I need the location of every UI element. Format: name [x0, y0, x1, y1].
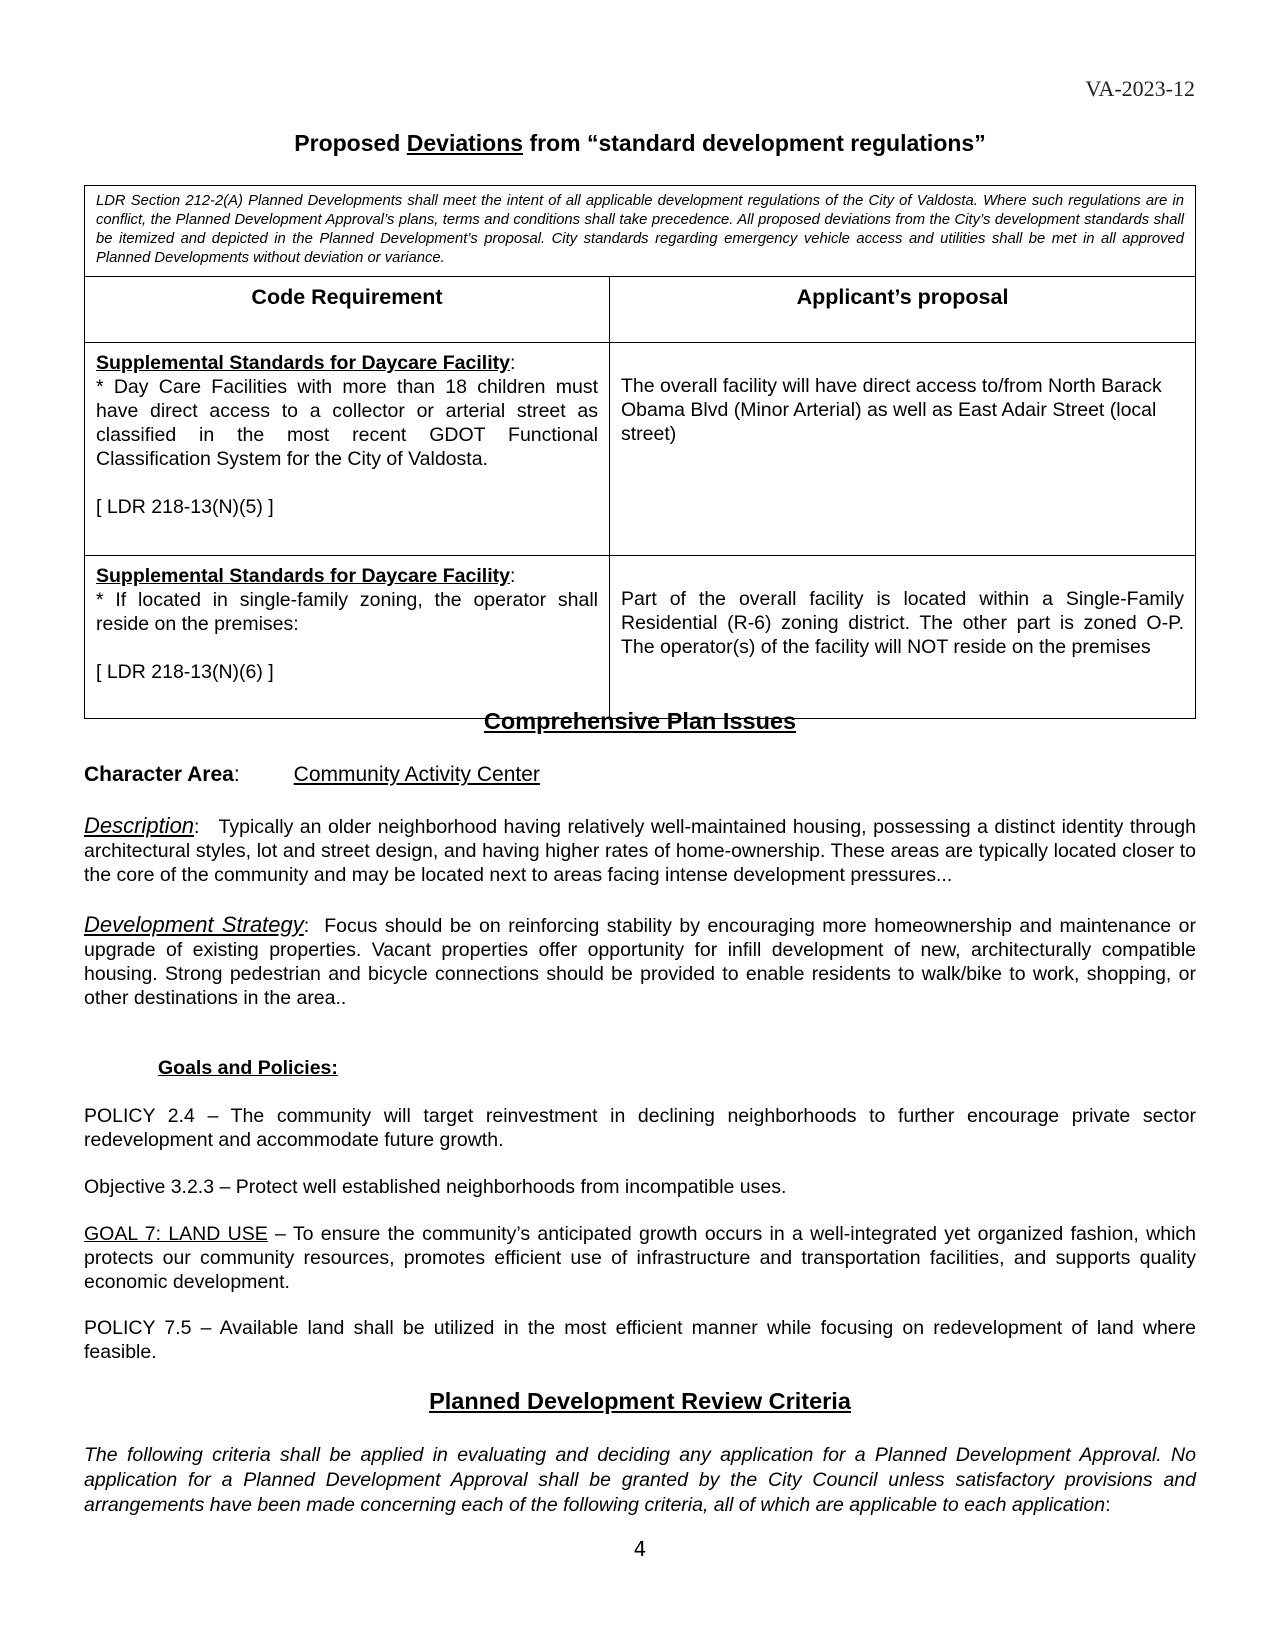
objective-3-2-3: Objective 3.2.3 – Protect well established neighborhoods from incompatible uses. [84, 1176, 787, 1198]
description-paragraph: Description: Typically an older neighborhood having relatively well-maintained housing, possessing a distinct identity through architectural styles, lot and street design, and having higher rates of home-ownership. These areas are typically located closer to the core of the community and may be located next to areas facing intense development pressures... [84, 813, 1196, 886]
policy-7-5: POLICY 7.5 – Available land shall be utilized in the most efficient manner while focusing on redevelopment of land where feasible. [84, 1317, 1196, 1363]
goals-policies-title: Goals and Policies: [158, 1057, 338, 1079]
ldr-intro-cell: LDR Section 212-2(A) Planned Developments shall meet the intent of all applicable development regulations of the City of Valdosta. Where such regulations are in conflict, the Planned Development Approval’s plans, terms and conditions shall take precedence. All proposed deviations from the City’s development standards shall be itemized and depicted in the Planned Development’s proposal. City standards regarding emergency vehicle access and utilities shall be met in all approved Planned Developments without deviation or variance. [85, 186, 1196, 277]
comprehensive-plan-title: Comprehensive Plan Issues [483, 708, 797, 734]
development-strategy-paragraph: Development Strategy: Focus should be on reinforcing stability by encouraging more homeownership and maintenance or upgrade of existing properties. Vacant properties offer opportunity for infill development of new, architecturally compatible housing. Strong pedestrian and bicycle connections should be provided to enable residents to walk/bike to work, shopping, or other destinations in the area.. [84, 912, 1196, 1009]
character-area: Character Area: Community Activity Center [84, 763, 540, 786]
column-header-code: Code Requirement [85, 277, 610, 343]
goal-7-land-use: GOAL 7: LAND USE – To ensure the community’s anticipated growth occurs in a well-integrated yet organized fashion, which protects our community resources, promotes efficient use of infrastructure and transportation facilities, and supports quality economic development. [84, 1223, 1196, 1293]
document-id: VA-2023-12 [1085, 76, 1195, 101]
pd-review-paragraph: The following criteria shall be applied in evaluating and deciding any application for a Planned Development Approval. No application for a Planned Development Approval shall be granted by the City Council unless satisfactory provisions and arrangements have been made concerning each of the following criteria, all of which are applicable to each application: [84, 1444, 1196, 1516]
code-requirement-cell: Supplemental Standards for Daycare Facility: * If located in single-family zoning, the operator shall reside on the premises: [ LDR 218-13(N)(6) ] [85, 556, 610, 719]
table-row [85, 343, 1196, 556]
page-number: 4 [633, 1537, 647, 1561]
code-requirement-cell: Supplemental Standards for Daycare Facility: * Day Care Facilities with more than 18 children must have direct access to a collector or arterial street as classified in the most recent GDOT Functional Classification System for the City of Valdosta. [ LDR 218-13(N)(5) ] [85, 343, 610, 556]
pd-review-title: Planned Development Review Criteria [429, 1388, 851, 1414]
deviations-table [84, 185, 1196, 719]
deviations-title: Proposed Deviations from “standard development regulations” [294, 130, 986, 156]
proposal-cell: Part of the overall facility is located within a Single-Family Residential (R-6) zoning district. The other part is zoned O-P. The operator(s) of the facility will NOT reside on the premises [610, 556, 1196, 719]
proposal-cell: The overall facility will have direct access to/from North Barack Obama Blvd (Minor Arterial) as well as East Adair Street (local street) [610, 343, 1196, 556]
table-row [85, 556, 1196, 719]
column-header-proposal: Applicant’s proposal [610, 277, 1196, 343]
policy-2-4: POLICY 2.4 – The community will target reinvestment in declining neighborhoods to further encourage private sector redevelopment and accommodate future growth. [84, 1105, 1196, 1151]
